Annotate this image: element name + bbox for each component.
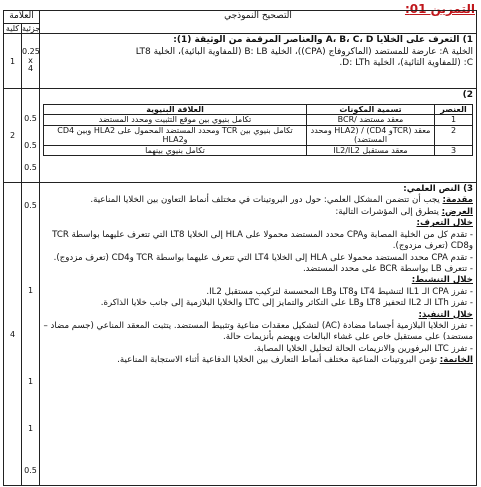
q2-col-relation: العلاقة البنيوية bbox=[44, 104, 307, 115]
q3-recog-2: - تقدم CPA محدد المستضد محمولا على HLA إلى الخلايا LT4 التي تتعرف عليهما بواسطة TCR وCD4 (تعرف مزدوج). bbox=[53, 252, 473, 263]
q3-answer bbox=[40, 183, 477, 486]
grade-header: العلامة bbox=[4, 11, 40, 24]
q2-row-relation: تكامل بنيوي بين TCR ومحدد المستضد المحمول على HLA2 وبين CD4 وHLA2 bbox=[44, 125, 307, 145]
q2-row-name: معقد مستقبل IL2/IL2 bbox=[307, 145, 435, 156]
q1-score-b: 4 bbox=[27, 64, 34, 74]
q3-partial-scores bbox=[22, 183, 40, 486]
q2-answer bbox=[40, 89, 477, 183]
q2-col-element: العنصر bbox=[435, 104, 473, 115]
q1-partial-scores bbox=[22, 34, 40, 89]
q3-body-text: يتطرق إلى المؤشرات التالية: bbox=[335, 206, 439, 217]
partial-header: جزئية bbox=[22, 24, 41, 33]
q2-col-name: تسمية المكونات bbox=[307, 104, 435, 115]
q3-intro-label: مقدمة: bbox=[442, 195, 473, 206]
q3-concl-text: تؤمن البروتينات المناعية مختلف أنماط التعارف بين الخلايا الدفاعية أثناء الاستجابة المناعية. bbox=[117, 355, 438, 366]
q3-body-label: العرض: bbox=[441, 206, 473, 217]
q3-recog-label: خلال التعرف: bbox=[416, 218, 473, 229]
q2-row-relation: تكامل بنيوي بينهما bbox=[44, 145, 307, 156]
total-header: كلية bbox=[4, 24, 22, 34]
q2-total-score: 2 bbox=[4, 89, 22, 183]
q3-exec-2: - تفرز LTC البرفورين والانزيمات الحالة لتحليل الخلايا المصابة. bbox=[253, 343, 473, 354]
q3-activ-2: - تفرز LTh الـ IL2 لتحفيز LT8 وLB على التكاثر والتمايز إلى LTC والخلايا البلازمية إلى جانب خلايا الذاكرة. bbox=[100, 298, 473, 309]
q3-activ-1: - تفرز CPA الـ IL1 لتنشيط LT4 وLT8 وLB المحسسة لتركيب مستقبل IL2. bbox=[206, 286, 473, 297]
q2-score-2: 0.5 bbox=[24, 141, 37, 150]
exercise-title: التمرين 01: bbox=[404, 2, 475, 16]
q1-score-x: x bbox=[28, 55, 33, 65]
q3-score-intro: 0.5 bbox=[24, 201, 37, 210]
q2-row-relation: تكامل بنيوي بين موقع التثبيت ومحدد المستضد bbox=[44, 115, 307, 126]
q3-score-exec: 1 bbox=[27, 424, 34, 433]
q2-row-name: معقد (TCRو CD4) / (HLA2 ومحدد المستضد) bbox=[307, 125, 435, 145]
q1-line2: C: (للمفاوية التائية)، الخلية D: LTh. bbox=[339, 58, 473, 69]
q3-recog-1: - تقدم كل من الخلية المصابة وCPA محدد المستضد محمولا على HLA إلى الخلايا LT8 التي تتعرف عليهما بواسطة TCR وCD8 (تعرف مزدوج). bbox=[52, 229, 473, 252]
q3-title: 3) النص العلمي: bbox=[403, 184, 473, 194]
q2-row-num: 2 bbox=[435, 125, 473, 145]
q2-row-num: 1 bbox=[435, 115, 473, 126]
q3-activ-label: خلال التنشيط: bbox=[411, 275, 473, 286]
q1-total-score: 1 bbox=[4, 34, 22, 89]
q2-partial-scores bbox=[22, 89, 40, 183]
q3-score-recog: 1 bbox=[27, 286, 34, 295]
correction-table bbox=[3, 10, 477, 486]
q3-recog-3: - تتعرف LB بواسطة BCR على محدد المستضد. bbox=[302, 263, 473, 274]
q3-exec-label: خلال التنفيذ: bbox=[418, 309, 473, 320]
q2-score-3: 0.5 bbox=[24, 163, 37, 172]
q3-intro-text: يجب أن تتضمن المشكل العلمي: حول دور البروتينات في مختلف أنماط التعاون بين الخلايا المناعية. bbox=[90, 195, 440, 206]
q3-score-activ: 1 bbox=[27, 377, 34, 386]
q3-total-score: 4 bbox=[4, 183, 22, 486]
q1-line1: الخلية A: عارضة للمستضد (الماكروفاج (CPA))، الخلية B: LB (للمفاوية البائية)، الخلية LT8 bbox=[135, 46, 473, 57]
q2-row-name: معقد مستضد /BCR bbox=[307, 115, 435, 126]
q1-answer bbox=[40, 34, 477, 89]
q2-score-1: 0.5 bbox=[24, 114, 37, 123]
model-answer-header: التصحيح النموذجي bbox=[40, 11, 477, 34]
q1-score-a: 0.25 bbox=[22, 47, 40, 57]
q2-row-num: 3 bbox=[435, 145, 473, 156]
q2-table bbox=[43, 104, 473, 157]
q3-concl-label: الخاتمة: bbox=[439, 355, 473, 366]
q1-title: 1) التعرف على الخلايا A، B، C، D والعناصر المرقمة من الوثيقة (1): bbox=[173, 35, 473, 45]
q2-number: 2) bbox=[462, 90, 473, 100]
q3-score-concl: 0.5 bbox=[24, 466, 37, 475]
q3-exec-1: - تفرز الخلايا البلازمية أجساما مضادة (AC) لتشكيل معقدات مناعية وتثبيط المستضد. يتثبت المعقد المناعي (جسم مضاد – مستضد) على مستقبل خاص على غشاء البالعات ويهضم بأنزيمات حالة. bbox=[43, 321, 473, 343]
